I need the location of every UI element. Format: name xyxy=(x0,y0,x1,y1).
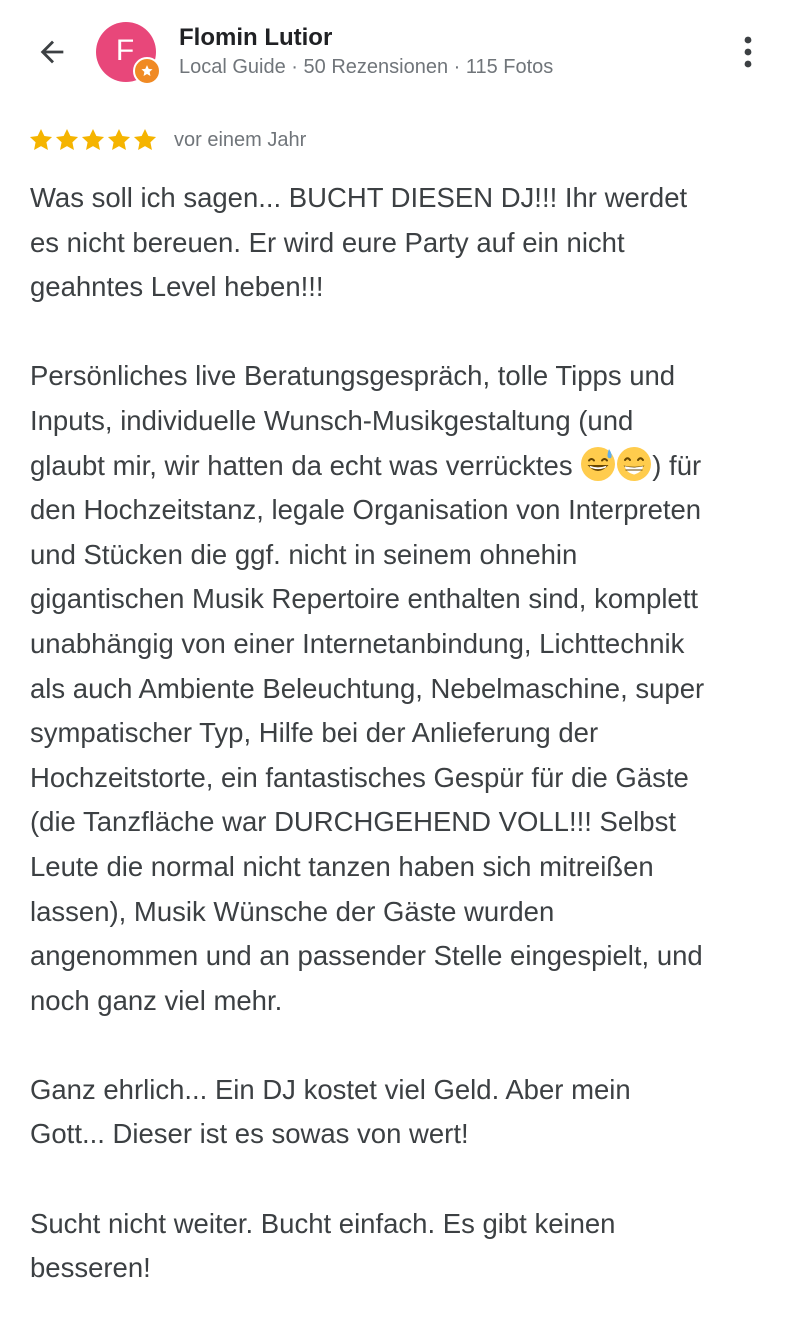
review-text xyxy=(30,176,780,1291)
grinning-sweat-emoji xyxy=(580,446,616,482)
reviewer-meta: Local Guide · 50 Rezensionen · 115 Fotos xyxy=(179,56,554,78)
arrow-left-icon xyxy=(35,35,69,69)
review-paragraph-1 xyxy=(30,176,780,310)
review-line-with-emoji xyxy=(30,444,780,489)
local-guide-star-icon xyxy=(140,64,154,78)
more-vertical-icon xyxy=(743,35,753,69)
reviewer-name[interactable]: Flomin Lutior xyxy=(179,24,333,51)
star-icon xyxy=(80,127,106,153)
review-line: noch ganz viel mehr. xyxy=(30,984,283,1016)
star-icon xyxy=(132,127,158,153)
back-button[interactable] xyxy=(30,30,74,74)
star-rating xyxy=(28,127,158,153)
review-line: Leute die normal nicht tanzen haben sich mitreißen xyxy=(30,850,654,882)
review-text-segment: ) für xyxy=(652,449,702,481)
review-line: Inputs, individuelle Wunsch-Musikgestaltung (und xyxy=(30,404,634,436)
review-line: geahntes Level heben!!! xyxy=(30,271,324,303)
star-icon xyxy=(54,127,80,153)
review-line: besseren! xyxy=(30,1252,151,1284)
beaming-grin-emoji xyxy=(616,446,652,482)
avatar-letter: F xyxy=(115,34,135,67)
review-line: und Stücken die ggf. nicht in seinem ohnehin xyxy=(30,538,578,570)
review-line: Was soll ich sagen... BUCHT DIESEN DJ!!! Ihr werdet xyxy=(30,182,688,213)
review-line: Hochzeitstorte, ein fantastisches Gespür für die Gäste xyxy=(30,761,689,793)
review-text-segment: glaubt mir, wir hatten da echt was verrücktes xyxy=(30,449,581,481)
more-options-button[interactable] xyxy=(726,30,770,74)
review-header xyxy=(0,0,800,104)
review-line: den Hochzeitstanz, legale Organisation von Interpreten xyxy=(30,494,702,526)
review-line: Gott... Dieser ist es sowas von wert! xyxy=(30,1118,469,1150)
star-icon xyxy=(106,127,132,153)
review-paragraph-3 xyxy=(30,1068,780,1157)
review-paragraph-4 xyxy=(30,1202,780,1291)
review-line: sympatischer Typ, Hilfe bei der Anlieferung der xyxy=(30,717,599,749)
review-line: gigantischen Musik Repertoire enthalten sind, komplett xyxy=(30,583,699,615)
local-guide-badge-icon xyxy=(133,57,161,85)
review-line: es nicht bereuen. Er wird eure Party auf ein nicht xyxy=(30,226,625,258)
review-line: angenommen und an passender Stelle eingespielt, und xyxy=(30,940,703,972)
review-line: unabhängig von einer Internetanbindung, Lichttechnik xyxy=(30,627,685,659)
rating-row xyxy=(28,124,306,156)
review-line: Persönliches live Beratungsgespräch, tolle Tipps und xyxy=(30,360,676,392)
review-line: Sucht nicht weiter. Bucht einfach. Es gibt keinen xyxy=(30,1207,616,1239)
review-line: lassen), Musik Wünsche der Gäste wurden xyxy=(30,895,555,927)
review-line: Ganz ehrlich... Ein DJ kostet viel Geld. Aber mein xyxy=(30,1073,631,1105)
review-line: als auch Ambiente Beleuchtung, Nebelmaschine, super xyxy=(30,672,705,704)
review-age: vor einem Jahr xyxy=(174,128,307,151)
review-line: (die Tanzfläche war DURCHGEHEND VOLL!!! Selbst xyxy=(30,806,676,838)
star-icon xyxy=(28,127,54,153)
review-paragraph-2 xyxy=(30,354,780,1023)
